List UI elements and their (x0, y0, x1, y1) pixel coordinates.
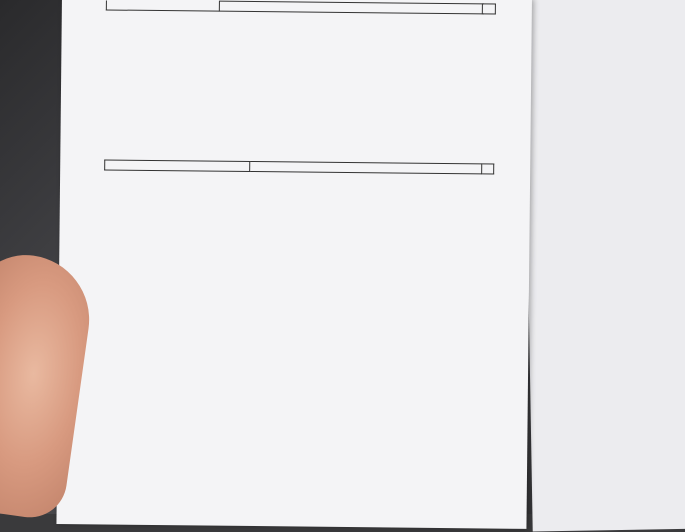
wltp-header-fuel (481, 164, 493, 174)
hybrid-table (105, 299, 460, 303)
wltp-table (104, 159, 494, 174)
wltp-header-co2 (250, 161, 482, 173)
co2-header (219, 1, 483, 14)
emissions-table (106, 0, 496, 15)
main-page (56, 0, 532, 529)
right-page (523, 0, 685, 532)
pure-electric-table (105, 253, 460, 257)
wltp-header-label (105, 160, 250, 172)
fuel-header (483, 4, 496, 14)
table-row (105, 160, 494, 174)
electric-table (105, 88, 455, 92)
table-row (106, 0, 495, 14)
